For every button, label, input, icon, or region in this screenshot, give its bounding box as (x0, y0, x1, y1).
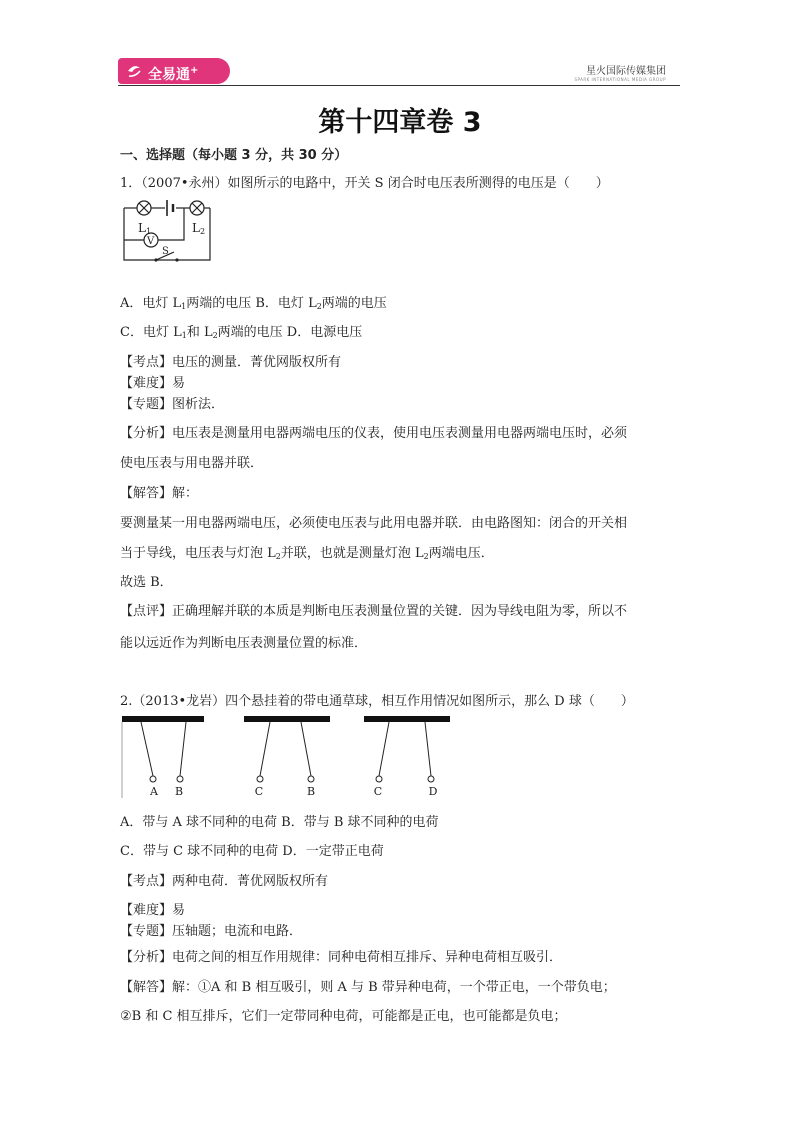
label-l1: L1 (138, 221, 152, 236)
brand-name: 星火国际传媒集团 (586, 66, 666, 77)
q1-kaodian: 【考点】电压的测量．菁优网版权所有 (120, 355, 342, 370)
ball-label: C (254, 785, 264, 798)
ball-label: C (373, 785, 383, 798)
q2-jie-line1: 【解答】解：①A 和 B 相互吸引，则 A 与 B 带异种电荷，一个带正电，一个带负电； (120, 980, 616, 995)
q2-nandu: 【难度】易 (120, 903, 186, 918)
logo-plus: + (190, 65, 199, 76)
q1-circuit-diagram (120, 196, 214, 266)
q1-stem: 1．（2007•永州）如图所示的电路中，开关 S 闭合时电压表所测得的电压是（ ） (120, 176, 609, 191)
page-title: 第十四章卷 3 (318, 107, 482, 138)
q1-fenxi-line2: 使电压表与用电器并联． (120, 456, 264, 471)
q1-zhuanti: 【专题】图析法． (120, 397, 225, 412)
ball-label: A (150, 785, 158, 798)
q1-jie-line2: 当于导线，电压表与灯泡 $L_2$并联，也就是测量灯泡 $L_2$两端电压． (120, 546, 494, 561)
ball-label: B (306, 785, 316, 798)
label-l2: L2 (192, 221, 206, 236)
label-switch: S (162, 246, 169, 257)
q1-nandu: 【难度】易 (120, 376, 186, 391)
q1-dianping-line2: 能以远近作为判断电压表测量位置的标准． (120, 636, 368, 651)
q1-jie-line3: 故选 B． (120, 575, 173, 590)
q2-zhuanti: 【专题】压轴题；电流和电路． (120, 924, 303, 939)
label-voltmeter: V (147, 236, 155, 247)
q2-jie-line2: ②B 和 C 相互排斥，它们一定带同种电荷，可能都是正电，也可能都是负电； (120, 1009, 567, 1024)
logo-text: 全易通 (148, 67, 190, 83)
q1-options-ab: A．电灯 $L_1$两端的电压 B．电灯 $L_2$两端的电压 (120, 296, 387, 311)
brand (574, 62, 666, 82)
logo-mark-icon (126, 64, 142, 78)
q1-options-cd: C．电灯 $L_1$和 $L_2$两端的电压 D．电源电压 (120, 325, 363, 340)
q1-fenxi-line1: 【分析】电压表是测量用电器两端电压的仪表，使用电压表测量用电器两端电压时，必须 (120, 426, 628, 441)
q2-options-ab: A．带与 A 球不同种的电荷 B．带与 B 球不同种的电荷 (120, 815, 439, 830)
ball-label: D (428, 785, 438, 798)
q1-jie-line1: 要测量某一用电器两端电压，必须使电压表与此用电器并联．由电路图知：闭合的开关相 (120, 516, 628, 531)
q2-suspended-balls-diagram (120, 712, 452, 798)
logo (118, 58, 230, 84)
brand-english: SPARK INTERNATIONAL MEDIA GROUP (574, 77, 666, 82)
q2-stem: 2.（2013•龙岩）四个悬挂着的带电通草球，相互作用情况如图所示，那么 D 球（ ） (120, 694, 634, 709)
section-heading: 一、选择题（每小题 3 分，共 30 分） (120, 148, 348, 163)
q1-jieda: 【解答】解： (120, 486, 199, 501)
page-header (118, 54, 680, 88)
q2-fenxi: 【分析】电荷之间的相互作用规律：同种电荷相互排斥、异种电荷相互吸引． (120, 950, 563, 965)
q2-options-cd: C．带与 C 球不同种的电荷 D．一定带正电荷 (120, 844, 384, 859)
ball-label: B (174, 785, 184, 798)
header-divider (118, 85, 680, 86)
q1-dianping-line1: 【点评】正确理解并联的本质是判断电压表测量位置的关键．因为导线电阻为零，所以不 (120, 604, 628, 619)
q2-kaodian: 【考点】两种电荷．菁优网版权所有 (120, 874, 329, 889)
